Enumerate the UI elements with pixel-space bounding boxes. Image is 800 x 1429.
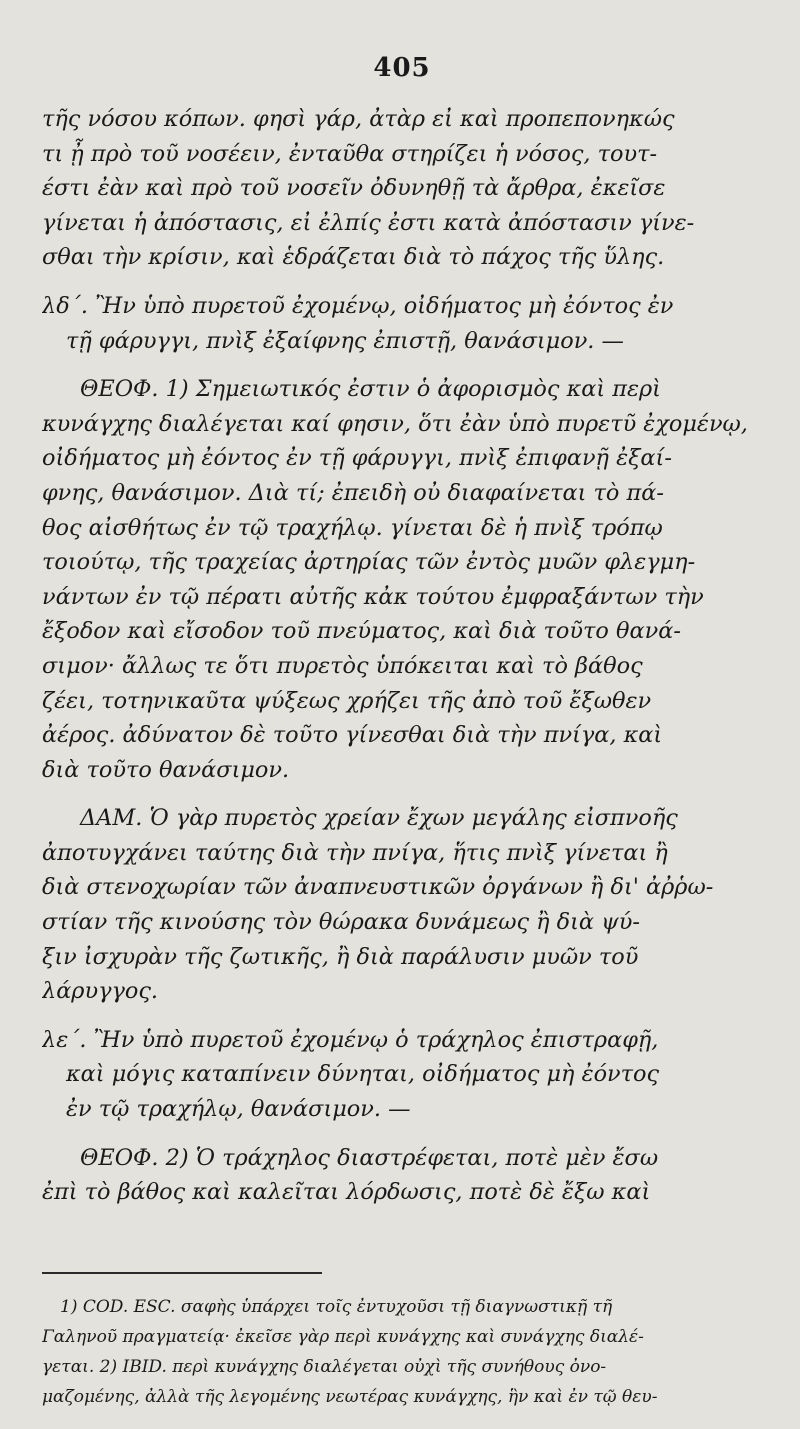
text-line: νάντων ἐν τῷ πέρατι αὐτῆς κἀκ τούτου ἐμφραξάντων τὴν — [42, 583, 704, 610]
text-line: οἰδήματος μὴ ἐόντος ἐν τῇ φάρυγγι, πνὶξ ἐπιφανῇ ἐξαί- — [42, 445, 672, 472]
commentary-theophilus-35 — [42, 1141, 762, 1210]
text-line: ΘΕΟΦ. 2) Ὁ τράχηλος διαστρέφεται, ποτὲ μὲν ἔσω — [80, 1144, 659, 1171]
text-line: ΔΑΜ. Ὁ γὰρ πυρετὸς χρείαν ἔχων μεγάλης εἰσπνοῆς — [80, 805, 678, 832]
text-line: φνης, θανάσιμον. Διὰ τί; ἐπειδὴ οὐ διαφαίνεται τὸ πά- — [42, 479, 664, 506]
text-line: στίαν τῆς κινούσης τὸν θώρακα δυνάμεως ἢ διὰ ψύ- — [42, 909, 640, 936]
text-line: ΘΕΟΦ. 1) Σημειωτικός ἐστιν ὁ ἀφορισμὸς καὶ περὶ — [80, 376, 661, 403]
paragraph-commentary-end — [42, 102, 762, 275]
aphorism-35 — [42, 1023, 762, 1127]
text-line: ἀέρος. ἀδύνατον δὲ τοῦτο γίνεσθαι διὰ τὴν πνίγα, καὶ — [42, 722, 663, 749]
text-line: τῇ φάρυγγι, πνὶξ ἐξαίφνης ἐπιστῇ, θανάσιμον. — — [66, 327, 624, 354]
text-line: τῆς νόσου κόπων. φησὶ γάρ, ἀτὰρ εἰ καὶ προπεπονηκώς — [42, 106, 675, 132]
text-line: τοιούτῳ, τῆς τραχείας ἀρτηρίας τῶν ἐντὸς μυῶν φλεγμη- — [42, 549, 696, 576]
text-line: θος αἰσθήτως ἐν τῷ τραχήλῳ. γίνεται δὲ ἡ πνὶξ τρόπῳ — [42, 514, 663, 541]
text-line: λε΄. Ἢν ὑπὸ πυρετοῦ ἐχομένῳ ὁ τράχηλος ἐπιστραφῇ, — [42, 1026, 659, 1053]
footnote-divider — [42, 1272, 322, 1274]
commentary-theophilus-34 — [42, 372, 762, 787]
footnote-line: Γαληνοῦ πραγματείᾳ· ἐκεῖσε γὰρ περὶ κυνάγχης καὶ συνάγχης διαλέ- — [42, 1326, 644, 1347]
text-line: σθαι τὴν κρίσιν, καὶ ἑδράζεται διὰ τὸ πάχος τῆς ὕλης. — [42, 244, 665, 271]
footnotes — [42, 1292, 762, 1412]
text-line: σιμον· ἄλλως τε ὅτι πυρετὸς ὑπόκειται καὶ τὸ βάθος — [42, 652, 643, 679]
commentary-damascius-34 — [42, 801, 762, 1009]
text-line: τι ᾖ πρὸ τοῦ νοσέειν, ἐνταῦθα στηρίζει ἡ νόσος, τουτ- — [42, 140, 658, 167]
text-line: ζέει, τοτηνικαῦτα ψύξεως χρήζει τῆς ἀπὸ τοῦ ἔξωθεν — [42, 687, 652, 714]
text-line: έστι ἐὰν καὶ πρὸ τοῦ νοσεῖν ὀδυνηθῇ τὰ ἄρθρα, ἐκεῖσε — [42, 175, 666, 202]
text-line: λάρυγγος. — [42, 978, 158, 1005]
text-line: γίνεται ἡ ἀπόστασις, εἰ ἐλπίς ἐστι κατὰ ἀπόστασιν γίνε- — [42, 209, 695, 236]
text-line: ἐν τῷ τραχήλῳ, θανάσιμον. — — [66, 1096, 411, 1123]
text-line: ἔξοδον καὶ εἴσοδον τοῦ πνεύματος, καὶ διὰ τοῦτο θανά- — [42, 618, 681, 645]
page-number: 405 — [373, 53, 431, 83]
aphorism-34 — [42, 289, 762, 358]
text-line: λδ΄. Ἢν ὑπὸ πυρετοῦ ἐχομένῳ, οἰδήματος μὴ ἐόντος ἐν — [42, 292, 674, 319]
text-line: καὶ μόγις καταπίνειν δύνηται, οἰδήματος μὴ ἐόντος — [66, 1061, 660, 1088]
footnote-line: μαζομένης, ἀλλὰ τῆς λεγομένης νεωτέρας κυνάγχης, ἣν καὶ ἐν τῷ θευ- — [42, 1386, 658, 1407]
text-line: κυνάγχης διαλέγεται καί φησιν, ὅτι ἐὰν ὑπὸ πυρετῦ ἐχομένῳ, — [42, 410, 748, 437]
text-line: διὰ στενοχωρίαν τῶν ἀναπνευστικῶν ὀργάνων ἢ δι' ἀῤῥω- — [42, 874, 714, 901]
text-line: ἀποτυγχάνει ταύτης διὰ τὴν πνίγα, ἥτις πνὶξ γίνεται ἢ — [42, 839, 668, 866]
text-line: ἐπὶ τὸ βάθος καὶ καλεῖται λόρδωσις, ποτὲ δὲ ἔξω καὶ — [42, 1179, 651, 1206]
text-line: διὰ τοῦτο θανάσιμον. — [42, 756, 290, 783]
text-line: ξιν ἰσχυρὰν τῆς ζωτικῆς, ἢ διὰ παράλυσιν μυῶν τοῦ — [42, 943, 639, 970]
footnote-line: 1) COD. ESC. σαφὴς ὑπάρχει τοῖς ἐντυχοῦσι τῇ διαγνωστικῇ τῆ — [60, 1296, 613, 1317]
footnote-line: γεται. 2) IBID. περὶ κυνάγχης διαλέγεται οὐχὶ τῆς συνήθους ὀνο- — [42, 1356, 607, 1377]
